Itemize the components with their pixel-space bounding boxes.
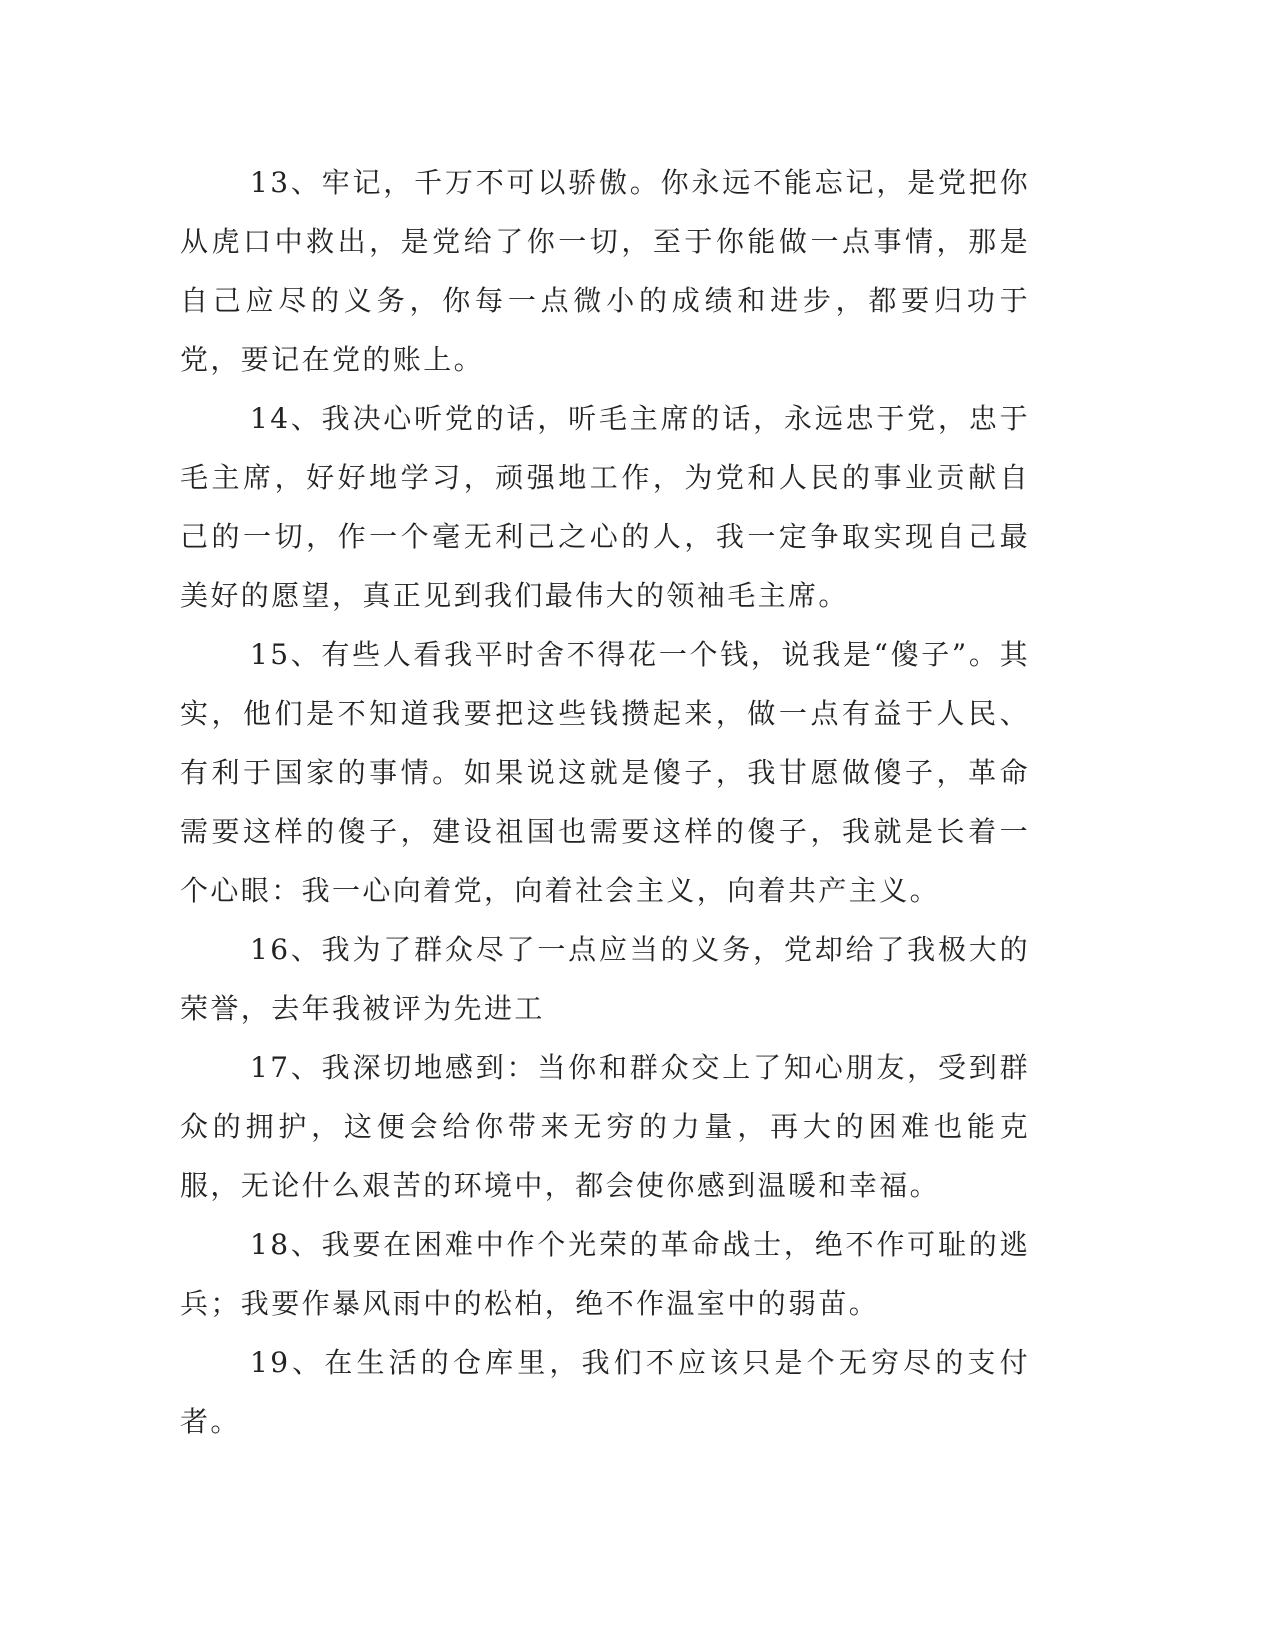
paragraph-14: 14、我决心听党的话，听毛主席的话，永远忠于党，忠于毛主席，好好地学习，顽强地工作，为党和人民的事业贡献自己的一切，作一个毫无利己之心的人，我一定争取实现自己最美好的愿望，真正见到我们最伟大的领袖毛主席。 xyxy=(180,402,1030,612)
paragraph-16: 16、我为了群众尽了一点应当的义务，党却给了我极大的荣誉，去年我被评为先进工 xyxy=(180,933,1030,1025)
paragraph-15: 15、有些人看我平时舍不得花一个钱，说我是“傻子”。其实，他们是不知道我要把这些钱攒起来，做一点有益于人民、有利于国家的事情。如果说这就是傻子，我甘愿做傻子，革命需要这样的傻子，建设祖国也需要这样的傻子，我就是长着一个心眼：我一心向着党，向着社会主义，向着共产主义。 xyxy=(180,638,1030,907)
paragraph-13: 13、牢记，千万不可以骄傲。你永远不能忘记，是党把你从虎口中救出，是党给了你一切，至于你能做一点事情，那是自己应尽的义务，你每一点微小的成绩和进步，都要归功于党，要记在党的账上。 xyxy=(180,166,1030,376)
paragraph-17: 17、我深切地感到：当你和群众交上了知心朋友，受到群众的拥护，这便会给你带来无穷的力量，再大的困难也能克服，无论什么艰苦的环境中，都会使你感到温暖和幸福。 xyxy=(180,1051,1030,1202)
document-body xyxy=(180,153,1030,1451)
paragraph-18: 18、我要在困难中作个光荣的革命战士，绝不作可耻的逃兵；我要作暴风雨中的松柏，绝不作温室中的弱苗。 xyxy=(180,1228,1030,1320)
paragraph-19: 19、在生活的仓库里，我们不应该只是个无穷尽的支付者。 xyxy=(180,1346,1030,1438)
